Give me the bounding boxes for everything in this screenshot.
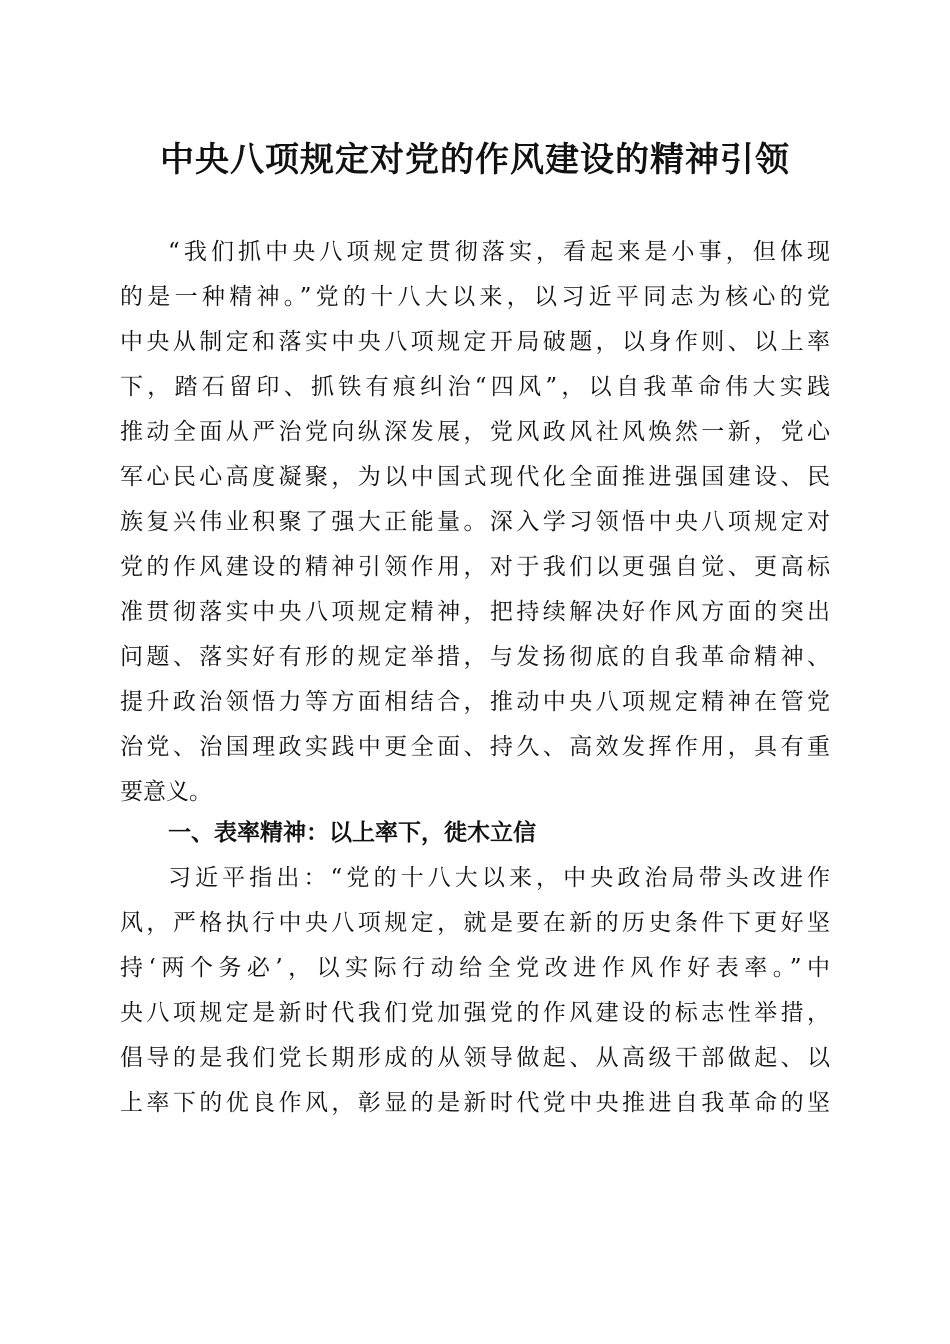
paragraph-line: 提升政治领悟力等方面相结合，推动中央八项规定精神在管党	[120, 689, 830, 715]
paragraph-line: 中央从制定和落实中央八项规定开局破题，以身作则、以上率	[120, 329, 830, 355]
paragraph-line: 下，踏石留印、抓铁有痕纠治“四风”，以自我革命伟大实践	[120, 374, 830, 400]
paragraph-line: 要意义。	[120, 779, 212, 805]
paragraph-line: 风，严格执行中央八项规定，就是要在新的历史条件下更好坚	[120, 910, 830, 936]
intro-paragraph	[120, 230, 830, 815]
paragraph-line: 党的作风建设的精神引领作用，对于我们以更强自觉、更高标	[120, 554, 830, 580]
paragraph-line: 军心民心高度凝聚，为以中国式现代化全面推进强国建设、民	[120, 464, 830, 490]
paragraph-line: 习近平指出：“党的十八大以来，中央政治局带头改进作	[168, 865, 830, 891]
section-paragraph	[120, 856, 830, 1126]
document-title: 中央八项规定对党的作风建设的精神引领	[160, 140, 790, 180]
paragraph-line: 族复兴伟业积聚了强大正能量。深入学习领悟中央八项规定对	[120, 509, 830, 535]
paragraph-line: 问题、落实好有形的规定举措，与发扬彻底的自我革命精神、	[120, 644, 830, 670]
paragraph-line: 治党、治国理政实践中更全面、持久、高效发挥作用，具有重	[120, 734, 830, 760]
paragraph-line: 持‘两个务必’，以实际行动给全党改进作风作好表率。”中	[120, 955, 830, 981]
section-heading: 一、表率精神：以上率下，徙木立信	[168, 820, 536, 846]
paragraph-line: “我们抓中央八项规定贯彻落实，看起来是小事，但体现	[168, 239, 830, 265]
paragraph-line: 推动全面从严治党向纵深发展，党风政风社风焕然一新，党心	[120, 419, 830, 445]
paragraph-line: 准贯彻落实中央八项规定精神，把持续解决好作风方面的突出	[120, 599, 830, 625]
paragraph-line: 上率下的优良作风，彰显的是新时代党中央推进自我革命的坚	[120, 1090, 830, 1116]
paragraph-line: 倡导的是我们党长期形成的从领导做起、从高级干部做起、以	[120, 1045, 830, 1071]
paragraph-line: 央八项规定是新时代我们党加强党的作风建设的标志性举措，	[120, 1000, 830, 1026]
paragraph-line: 的是一种精神。”党的十八大以来，以习近平同志为核心的党	[120, 284, 830, 310]
